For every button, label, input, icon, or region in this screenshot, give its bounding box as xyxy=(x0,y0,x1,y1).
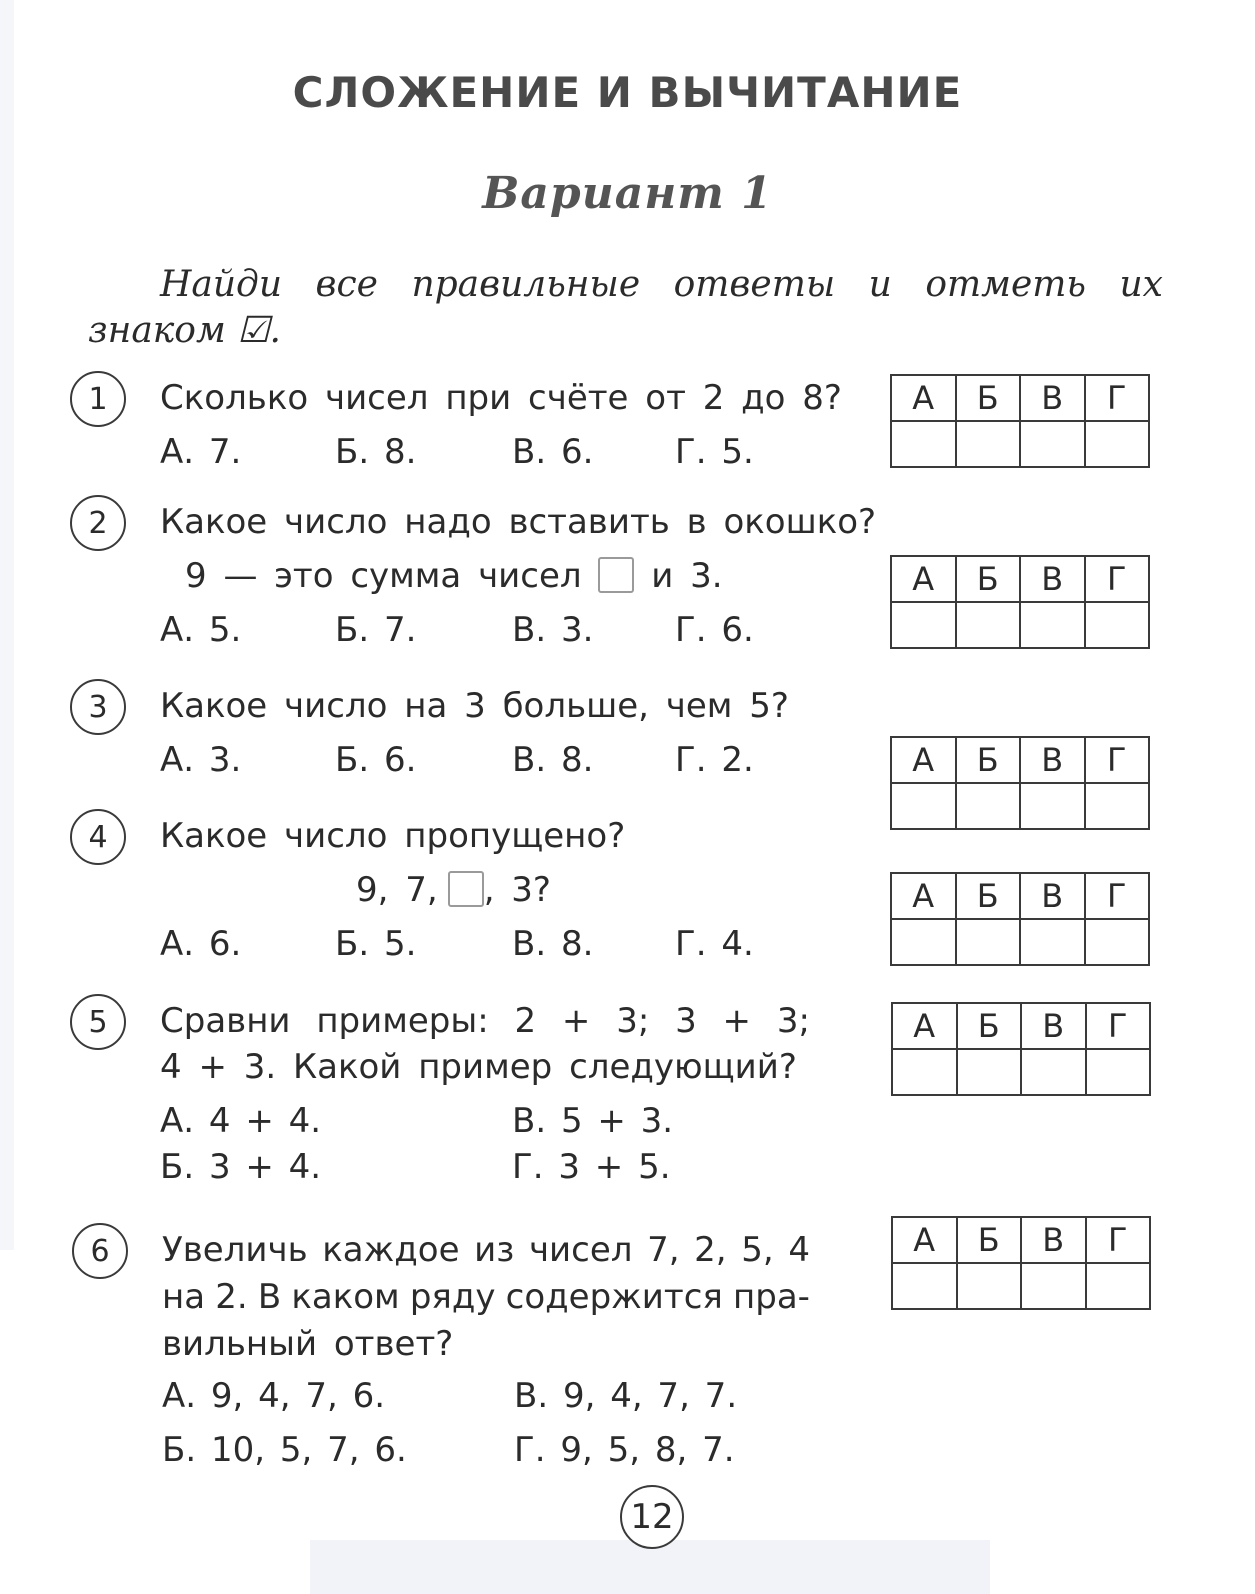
question-4-sequence-end: , 3? xyxy=(483,870,551,910)
answer-cell-g[interactable] xyxy=(1086,1263,1151,1309)
answer-cell-v[interactable] xyxy=(1020,602,1085,648)
answer-cell-b[interactable] xyxy=(957,1049,1022,1095)
grid-header-v: В xyxy=(1020,873,1085,919)
question-6-word: 4 xyxy=(788,1230,810,1270)
answer-grid-3 xyxy=(890,736,1150,830)
question-5-word: 3; xyxy=(616,1001,650,1041)
page-number: 12 xyxy=(620,1485,684,1549)
question-4-sequence xyxy=(356,870,551,910)
grid-header-a: А xyxy=(891,556,956,602)
grid-header-g: Г xyxy=(1085,873,1150,919)
question-6-word: из xyxy=(474,1230,515,1270)
question-4-option-v[interactable]: В. 8. xyxy=(512,924,594,964)
question-6-word: каком xyxy=(291,1277,400,1317)
answer-cell-a[interactable] xyxy=(891,783,956,829)
question-5-line-2: 4 + 3. Какой пример следующий? xyxy=(160,1047,797,1087)
question-3-option-b[interactable]: Б. 6. xyxy=(335,740,417,780)
question-6-word: В xyxy=(257,1277,282,1317)
grid-header-b: Б xyxy=(956,375,1021,421)
question-number-4: 4 xyxy=(70,809,126,865)
grid-header-a: А xyxy=(891,375,956,421)
instruction-word: и xyxy=(868,264,892,305)
grid-header-b: Б xyxy=(956,556,1021,602)
answer-cell-g[interactable] xyxy=(1085,421,1150,467)
question-4-option-b[interactable]: Б. 5. xyxy=(335,924,417,964)
question-number-2: 2 xyxy=(70,495,126,551)
instruction-word: отметь xyxy=(925,264,1087,305)
question-5-option-b[interactable]: Б. 3 + 4. xyxy=(160,1147,322,1187)
grid-header-v: В xyxy=(1020,737,1085,783)
grid-header-v: В xyxy=(1020,375,1085,421)
grid-header-g: Г xyxy=(1086,1217,1151,1263)
grid-header-b: Б xyxy=(956,737,1021,783)
question-1-text: Сколько чисел при счёте от 2 до 8? xyxy=(160,378,842,418)
grid-header-b: Б xyxy=(956,873,1021,919)
question-3-text: Какое число на 3 больше, чем 5? xyxy=(160,686,789,726)
question-2-expression-start: 9 — это сумма чисел xyxy=(185,556,582,596)
question-1-option-b[interactable]: Б. 8. xyxy=(335,432,417,472)
grid-header-b: Б xyxy=(957,1217,1022,1263)
question-6-word: чисел xyxy=(528,1230,633,1270)
answer-cell-b[interactable] xyxy=(957,1263,1022,1309)
question-3-option-a[interactable]: А. 3. xyxy=(160,740,242,780)
instruction-word: ответы xyxy=(673,264,836,305)
question-2-text: Какое число надо вставить в окошко? xyxy=(160,502,877,542)
question-5-line-1 xyxy=(160,1001,810,1041)
answer-window-box xyxy=(598,557,634,593)
answer-cell-a[interactable] xyxy=(891,602,956,648)
question-4-text: Какое число пропущено? xyxy=(160,816,626,856)
question-2-option-a[interactable]: А. 5. xyxy=(160,610,242,650)
answer-cell-v[interactable] xyxy=(1021,1049,1086,1095)
grid-header-g: Г xyxy=(1086,1003,1151,1049)
question-6-word: пра- xyxy=(733,1277,810,1317)
answer-cell-v[interactable] xyxy=(1020,783,1085,829)
instruction-line-2: знаком ☑. xyxy=(88,310,281,351)
question-5-option-v[interactable]: В. 5 + 3. xyxy=(512,1101,674,1141)
grid-header-v: В xyxy=(1021,1003,1086,1049)
grid-header-v: В xyxy=(1021,1217,1086,1263)
question-6-word: 2, xyxy=(694,1230,727,1270)
question-6-word: на xyxy=(162,1277,206,1317)
answer-cell-b[interactable] xyxy=(956,421,1021,467)
question-4-option-a[interactable]: А. 6. xyxy=(160,924,242,964)
instruction-word: правильные xyxy=(411,264,641,305)
question-number-1: 1 xyxy=(70,371,126,427)
instruction-word: Найди xyxy=(160,264,283,305)
question-2-option-b[interactable]: Б. 7. xyxy=(335,610,417,650)
question-5-option-g[interactable]: Г. 3 + 5. xyxy=(512,1147,671,1187)
answer-cell-b[interactable] xyxy=(956,783,1021,829)
page-title: СЛОЖЕНИЕ И ВЫЧИТАНИЕ xyxy=(292,68,963,117)
grid-header-g: Г xyxy=(1085,375,1150,421)
question-number-5: 5 xyxy=(70,994,126,1050)
question-6-word: ряду xyxy=(409,1277,496,1317)
question-5-word: 2 xyxy=(514,1001,537,1041)
question-6-word: содержится xyxy=(505,1277,723,1317)
answer-cell-v[interactable] xyxy=(1021,1263,1086,1309)
answer-cell-b[interactable] xyxy=(956,919,1021,965)
question-5-word: 3; xyxy=(776,1001,810,1041)
instruction-word: все xyxy=(315,264,378,305)
answer-grid-2 xyxy=(890,555,1150,649)
question-5-option-a[interactable]: А. 4 + 4. xyxy=(160,1101,322,1141)
question-5-word: 3 xyxy=(675,1001,697,1041)
question-3-option-g[interactable]: Г. 2. xyxy=(675,740,754,780)
answer-cell-a[interactable] xyxy=(891,421,956,467)
question-6-line-2 xyxy=(162,1277,810,1317)
instruction-word: их xyxy=(1119,264,1163,305)
question-1-option-a[interactable]: А. 7. xyxy=(160,432,242,472)
grid-header-g: Г xyxy=(1085,556,1150,602)
question-3-option-v[interactable]: В. 8. xyxy=(512,740,594,780)
question-6-line-3: вильный ответ? xyxy=(162,1324,454,1364)
answer-cell-b[interactable] xyxy=(956,602,1021,648)
answer-grid-4 xyxy=(890,872,1150,966)
answer-cell-v[interactable] xyxy=(1020,919,1085,965)
question-6-word: 7, xyxy=(647,1230,680,1270)
question-4-option-g[interactable]: Г. 4. xyxy=(675,924,754,964)
question-2-option-v[interactable]: В. 3. xyxy=(512,610,594,650)
question-6-option-v[interactable]: В. 9, 4, 7, 7. xyxy=(514,1376,738,1416)
instruction-line-1 xyxy=(88,262,1163,308)
variant-heading: Вариант 1 xyxy=(482,168,773,219)
question-5-word: + xyxy=(722,1001,752,1041)
answer-cell-g[interactable] xyxy=(1085,783,1150,829)
grid-header-b: Б xyxy=(957,1003,1022,1049)
question-2-expression-end: и 3. xyxy=(651,556,723,596)
question-1-option-g[interactable]: Г. 5. xyxy=(675,432,754,472)
question-1-option-v[interactable]: В. 6. xyxy=(512,432,594,472)
question-number-6: 6 xyxy=(72,1223,128,1279)
question-2-option-g[interactable]: Г. 6. xyxy=(675,610,754,650)
question-number-3: 3 xyxy=(70,679,126,735)
answer-grid-1 xyxy=(890,374,1150,468)
question-4-sequence-start: 9, 7, xyxy=(356,870,438,910)
answer-grid-5 xyxy=(891,1002,1151,1096)
grid-header-g: Г xyxy=(1085,737,1150,783)
question-6-line-1 xyxy=(162,1230,810,1270)
question-5-word: Сравни xyxy=(160,1001,291,1041)
question-6-word: 5, xyxy=(741,1230,774,1270)
answer-cell-a[interactable] xyxy=(892,1049,957,1095)
answer-cell-g[interactable] xyxy=(1085,919,1150,965)
answer-cell-a[interactable] xyxy=(892,1263,957,1309)
question-6-word: 2. xyxy=(215,1277,248,1317)
grid-header-a: А xyxy=(891,737,956,783)
question-2-expression xyxy=(185,556,723,596)
grid-header-a: А xyxy=(892,1217,957,1263)
answer-cell-g[interactable] xyxy=(1085,602,1150,648)
answer-cell-v[interactable] xyxy=(1020,421,1085,467)
grid-header-v: В xyxy=(1020,556,1085,602)
answer-cell-g[interactable] xyxy=(1086,1049,1151,1095)
grid-header-a: А xyxy=(892,1003,957,1049)
answer-grid-6 xyxy=(891,1216,1151,1310)
answer-cell-a[interactable] xyxy=(891,919,956,965)
question-6-option-b[interactable]: Б. 10, 5, 7, 6. xyxy=(162,1430,407,1470)
grid-header-a: А xyxy=(891,873,956,919)
question-6-word: каждое xyxy=(322,1230,460,1270)
instruction xyxy=(88,262,1163,354)
question-5-word: примеры: xyxy=(316,1001,489,1041)
missing-number-box xyxy=(448,871,484,907)
question-5-word: + xyxy=(561,1001,591,1041)
question-6-word: Увеличь xyxy=(162,1230,308,1270)
question-6-option-a[interactable]: А. 9, 4, 7, 6. xyxy=(162,1376,386,1416)
question-6-option-g[interactable]: Г. 9, 5, 8, 7. xyxy=(514,1430,735,1470)
